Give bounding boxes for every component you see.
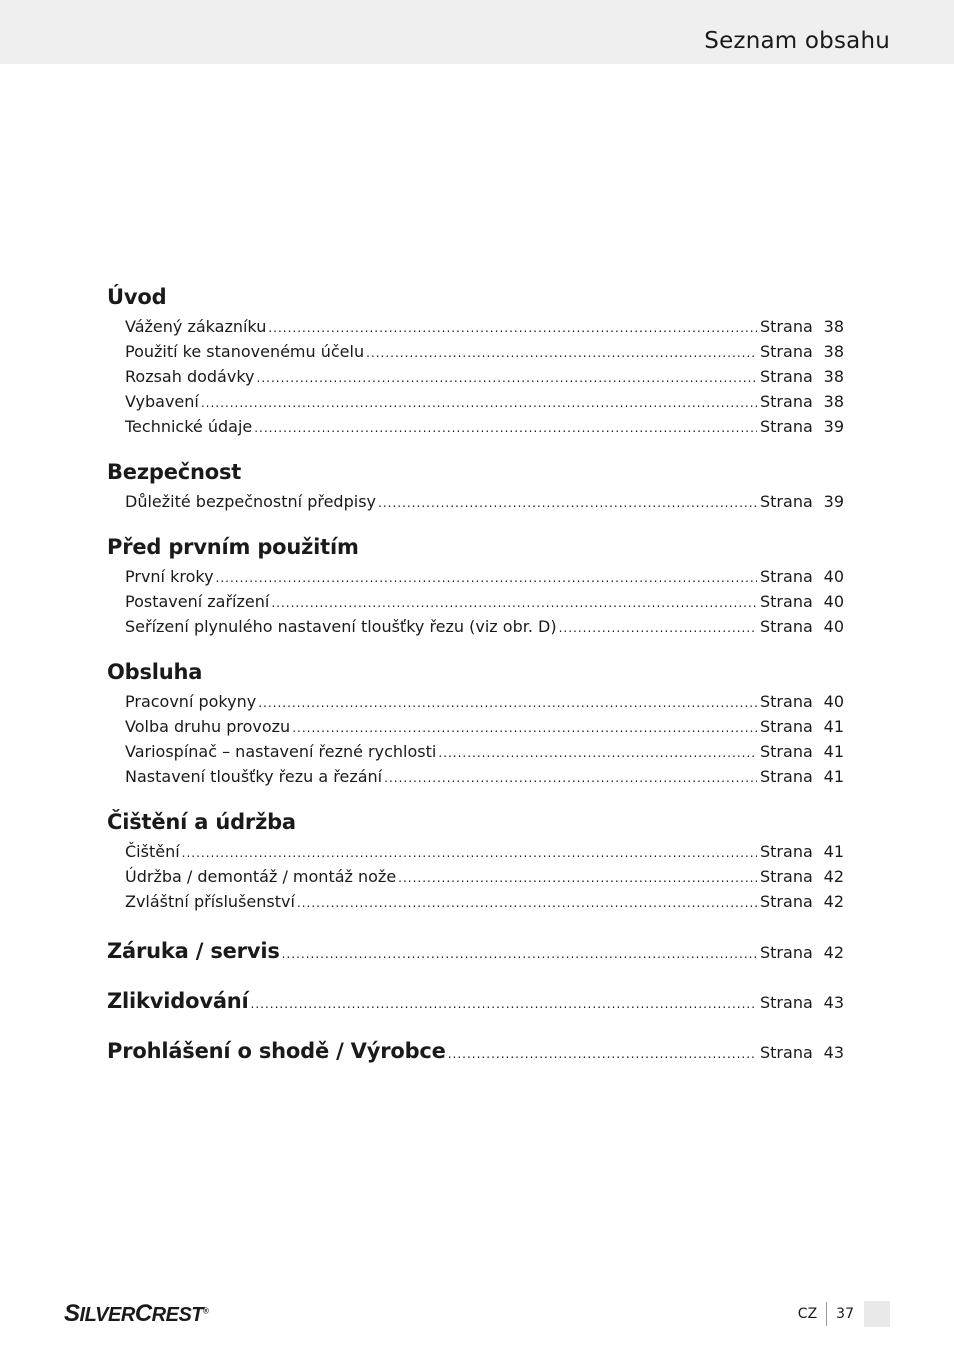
entry-strana: Strana [760, 392, 813, 411]
entry-strana: Strana [760, 592, 813, 611]
page-title: Seznam obsahu [704, 28, 890, 54]
spacer [107, 639, 844, 655]
entry-strana: Strana [760, 842, 813, 861]
dot-leader [398, 866, 757, 891]
toc-entry[interactable] [107, 689, 844, 714]
toc-entry[interactable] [107, 314, 844, 339]
spacer [107, 1014, 844, 1039]
entry-page: 40 [823, 692, 844, 711]
entry-strana: Strana [760, 867, 813, 886]
entry-strana: Strana [760, 993, 813, 1012]
main-entry-label: Zlikvidování [107, 989, 249, 1013]
entry-label: Důležité bezpečnostní předpisy [125, 492, 376, 511]
entry-label: Technické údaje [125, 417, 253, 436]
section-title: Bezpečnost [107, 460, 242, 484]
header-band [0, 0, 954, 64]
entry-page: 40 [823, 617, 844, 636]
entry-strana: Strana [760, 742, 813, 761]
entry-label: Vážený zákazníku [125, 317, 267, 336]
dot-leader [384, 766, 757, 791]
entry-label: Zvláštní příslušenství [125, 892, 295, 911]
footer-tab-box [864, 1301, 890, 1327]
entry-label: Nastavení tloušťky řezu a řezání [125, 767, 383, 786]
entry-page: 41 [823, 742, 844, 761]
table-of-contents [107, 280, 844, 1064]
section-title: Obsluha [107, 660, 203, 684]
entry-page: 40 [823, 592, 844, 611]
dot-leader [201, 391, 757, 416]
main-entry-label: Prohlášení o shodě / Výrobce [107, 1039, 446, 1063]
dot-leader [258, 691, 757, 716]
entry-page: 39 [823, 417, 844, 436]
entry-page: 41 [823, 717, 844, 736]
entry-page: 38 [823, 367, 844, 386]
entry-page: 38 [823, 317, 844, 336]
entry-strana: Strana [760, 692, 813, 711]
entry-label: Použití ke stanovenému účelu [125, 342, 365, 361]
entry-label: Postavení zařízení [125, 592, 270, 611]
dot-leader [378, 491, 757, 516]
toc-entry[interactable] [107, 714, 844, 739]
toc-entry[interactable] [107, 839, 844, 864]
logo-part: ILVER [79, 1304, 135, 1326]
toc-section [107, 280, 844, 439]
entry-strana: Strana [760, 492, 813, 511]
entry-strana: Strana [760, 567, 813, 586]
dot-leader [216, 566, 757, 591]
entry-strana: Strana [760, 767, 813, 786]
dot-leader [257, 366, 758, 391]
entry-page: 38 [823, 392, 844, 411]
toc-section [107, 805, 844, 914]
entry-label: Údržba / demontáž / montáž nože [125, 867, 397, 886]
entry-strana: Strana [760, 892, 813, 911]
logo-letter: S [64, 1300, 80, 1327]
toc-main-entry[interactable] [107, 989, 844, 1014]
entry-label: Pracovní pokyny [125, 692, 257, 711]
logo-part: REST [151, 1304, 203, 1326]
entry-label: Seřízení plynulého nastavení tloušťky řezu (viz obr. D) [125, 617, 557, 636]
toc-entry[interactable] [107, 489, 844, 514]
entry-page: 42 [823, 943, 844, 962]
entry-label: Variospínač – nastavení řezné rychlosti [125, 742, 437, 761]
toc-entry[interactable] [107, 739, 844, 764]
dot-leader [448, 1042, 757, 1067]
dot-leader [254, 416, 757, 441]
entry-strana: Strana [760, 367, 813, 386]
section-title: Čištění a údržba [107, 810, 296, 834]
entry-strana: Strana [760, 317, 813, 336]
entry-label: První kroky [125, 567, 214, 586]
entry-strana: Strana [760, 943, 813, 962]
toc-section [107, 655, 844, 789]
toc-entry[interactable] [107, 414, 844, 439]
entry-label: Rozsah dodávky [125, 367, 255, 386]
dot-leader [251, 992, 757, 1017]
entry-strana: Strana [760, 717, 813, 736]
page-footer [798, 1300, 890, 1328]
toc-section [107, 530, 844, 639]
dot-leader [182, 841, 757, 866]
toc-main-entry[interactable] [107, 1039, 844, 1064]
toc-entry[interactable] [107, 389, 844, 414]
toc-entry[interactable] [107, 364, 844, 389]
toc-section [107, 455, 844, 514]
entry-page: 43 [823, 1043, 844, 1062]
entry-page: 40 [823, 567, 844, 586]
toc-entry[interactable] [107, 889, 844, 914]
spacer [107, 439, 844, 455]
toc-main-entry[interactable] [107, 939, 844, 964]
entry-page: 42 [823, 892, 844, 911]
brand-logo [64, 1300, 208, 1328]
entry-page: 39 [823, 492, 844, 511]
entry-page: 41 [823, 767, 844, 786]
spacer [107, 514, 844, 530]
entry-strana: Strana [760, 417, 813, 436]
logo-letter: C [134, 1300, 152, 1327]
entry-label: Volba druhu provozu [125, 717, 291, 736]
section-title: Před prvním použitím [107, 535, 359, 559]
entry-strana: Strana [760, 1043, 813, 1062]
language-code: CZ [797, 1306, 818, 1322]
dot-leader [366, 341, 757, 366]
toc-entry[interactable] [107, 589, 844, 614]
toc-entry[interactable] [107, 864, 844, 889]
entry-page: 38 [823, 342, 844, 361]
page-number: 37 [836, 1306, 854, 1322]
entry-label: Vybavení [125, 392, 199, 411]
entry-strana: Strana [760, 617, 813, 636]
dot-leader [297, 891, 757, 916]
toc-entry[interactable] [107, 564, 844, 589]
spacer [107, 914, 844, 939]
entry-strana: Strana [760, 342, 813, 361]
dot-leader [268, 316, 757, 341]
toc-entry[interactable] [107, 339, 844, 364]
registered-mark: ® [203, 1306, 209, 1316]
dot-leader [282, 942, 757, 967]
toc-entry[interactable] [107, 614, 844, 639]
toc-entry[interactable] [107, 764, 844, 789]
dot-leader [559, 616, 757, 641]
entry-page: 41 [823, 842, 844, 861]
spacer [107, 789, 844, 805]
dot-leader [292, 716, 757, 741]
dot-leader [438, 741, 757, 766]
dot-leader [271, 591, 757, 616]
entry-label: Čištění [125, 842, 180, 861]
entry-page: 42 [823, 867, 844, 886]
section-title: Úvod [107, 285, 167, 309]
entry-page: 43 [823, 993, 844, 1012]
spacer [107, 964, 844, 989]
main-entry-label: Záruka / servis [107, 939, 280, 963]
